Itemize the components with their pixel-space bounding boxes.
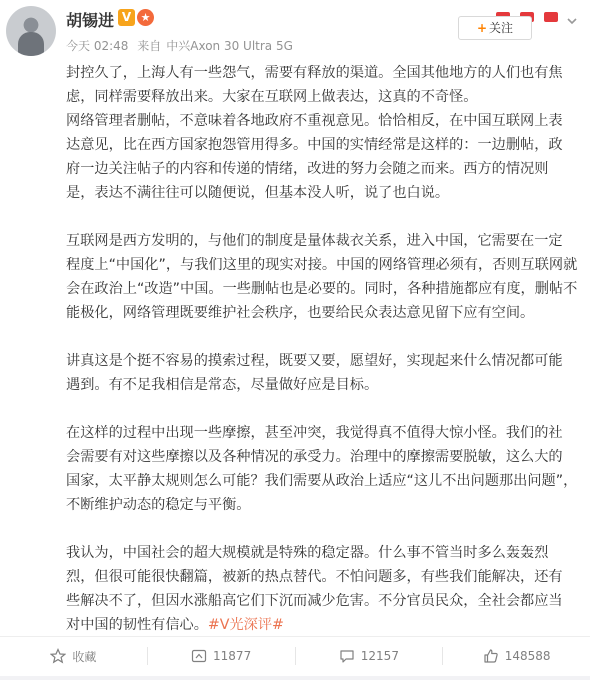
text-line: 封控久了，上海人有一些怨气，需要有释放的渠道。全国其他地方的人们也有焦: [66, 65, 563, 81]
text-line: 烈，但很可能很快翻篇，被新的热点替代。不怕问题多，有些我们能解决，还有: [66, 569, 563, 585]
text-line: 国家，太平静太规则怎么可能？我们需要从政治上适应“这儿不出问题那出问题”，: [66, 473, 578, 489]
paragraph-gap: [66, 517, 578, 541]
paragraph-gap: [66, 397, 578, 421]
star-icon: [50, 648, 66, 664]
text-line: 在这样的过程中出现一些摩擦，甚至冲突，我觉得真不值得大惊小怪。我们的社: [66, 425, 563, 441]
favorite-label: 收藏: [72, 649, 97, 664]
comment-icon: [339, 648, 355, 664]
hashtag-link[interactable]: #V光深评#: [207, 617, 284, 633]
device-source: 中兴Axon 30 Ultra 5G: [166, 39, 293, 53]
paragraph-gap: [66, 205, 578, 229]
repost-icon: [191, 648, 207, 664]
text-line: 互联网是西方发明的，与他们的制度是量体裁衣关系，进入中国，它需要在一定: [66, 233, 563, 249]
paragraph-5: [66, 541, 578, 637]
avatar[interactable]: [6, 6, 56, 56]
verified-badge-icon: V: [118, 9, 135, 26]
paragraph-2: [66, 229, 578, 325]
text-line: 遇到。有不足我相信是常态，尽量做好应是目标。: [66, 377, 379, 393]
comment-count: 12157: [360, 649, 399, 663]
bottom-bar: [0, 676, 590, 680]
action-bar: [0, 637, 590, 675]
text-line: 达意见，比在西方国家抱怨管用得多。中国的实情经常是这样的：一边删帖，政: [66, 137, 563, 153]
follow-button[interactable]: [458, 16, 532, 40]
repost-count: 11877: [213, 649, 252, 663]
paragraph-gap: [66, 325, 578, 349]
text-line: 网络管理者删帖，不意味着各地政府不重视意见。恰恰相反，在中国互联网上表: [66, 113, 563, 129]
post-header: [0, 0, 590, 60]
text-line: 府一边关注帖子的内容和传递的情绪，改进的努力会随之而来。西方的情况则: [66, 161, 549, 177]
text-line: 是，表达不满往往可以随便说，但基本没人听，说了也白说。: [66, 185, 450, 201]
thumbs-up-icon: [483, 648, 499, 664]
text-line: 虑，同样需要释放出来。大家在互联网上做表达，这真的不奇怪。: [66, 89, 478, 105]
paragraph-1: [66, 61, 578, 205]
paragraph-3: [66, 349, 578, 397]
text-line: 程度上“中国化”，与我们这里的现实对接。中国的网络管理必须有，否则互联网就: [66, 257, 578, 273]
username[interactable]: 胡锡进: [66, 11, 115, 30]
text-line-end: 对中国的韧性有信心。: [66, 617, 208, 633]
like-button[interactable]: [443, 637, 590, 675]
post-meta: [66, 37, 298, 54]
chevron-down-icon[interactable]: [565, 14, 579, 28]
text-line: 能极化，网络管理既要维护社会秩序，也要给民众表达意见留下应有空间。: [66, 305, 535, 321]
paragraph-4: [66, 421, 578, 517]
post-body: [66, 61, 578, 637]
favorite-button[interactable]: [0, 637, 147, 675]
like-count: 148588: [504, 649, 551, 663]
text-line: 会在政治上“改造”中国。一些删帖也是必要的。同时，各种措施都应有度，删帖不: [66, 281, 578, 297]
text-line: 讲真这是个挺不容易的摸索过程，既要又要，愿望好，实现起来什么情况都可能: [66, 353, 563, 369]
text-line: 会需要有对这些摩擦以及各种情况的承受力。治理中的摩擦需要脱敏，这么大的: [66, 449, 563, 465]
plus-icon: +: [476, 21, 488, 35]
comment-button[interactable]: [296, 637, 443, 675]
medal-icon: ★: [137, 9, 154, 26]
follow-label: 关注: [489, 21, 514, 35]
text-line: 些解决不了，但因水涨船高它们下沉而减少危害。不分官员民众，全社会都应当: [66, 593, 563, 609]
text-line: 不断维护动态的稳定与平衡。: [66, 497, 251, 513]
text-line: [66, 613, 578, 637]
text-line: 我认为，中国社会的超大规模就是特殊的稳定器。什么事不管当时多么轰轰烈: [66, 545, 549, 561]
timestamp[interactable]: 今天 02:48: [66, 39, 129, 53]
repost-button[interactable]: [148, 637, 295, 675]
source-prefix: 来自: [137, 39, 162, 53]
